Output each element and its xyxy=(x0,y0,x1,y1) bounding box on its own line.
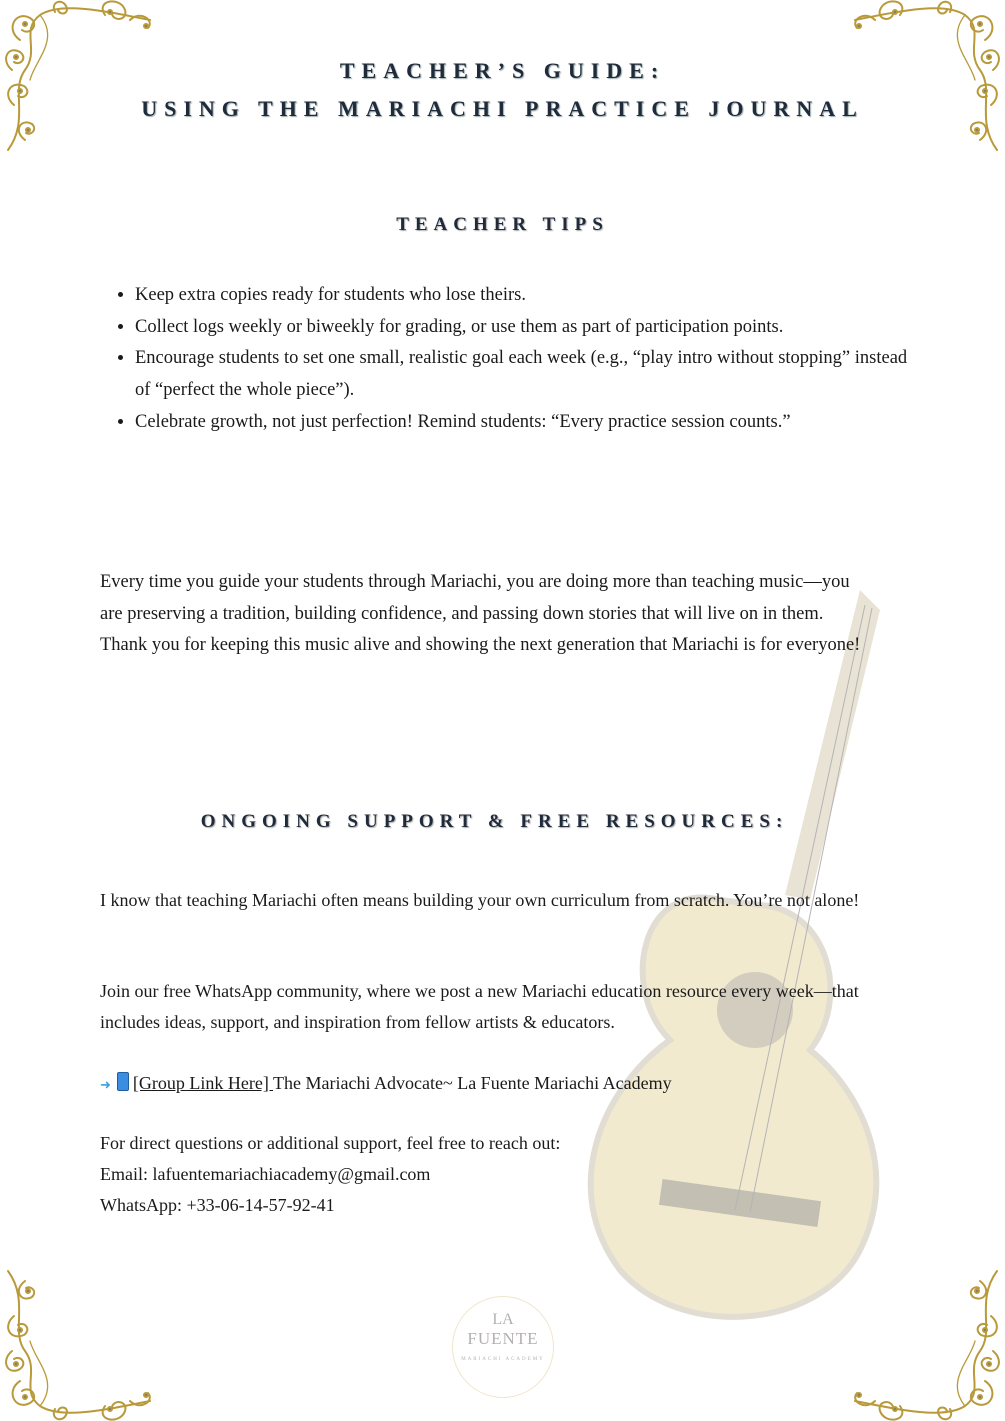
group-link[interactable]: [Group Link Here] xyxy=(132,1073,274,1093)
email-line: Email: lafuentemariachiacademy@gmail.com xyxy=(100,1164,431,1184)
teacher-tips-heading: TEACHER TIPS xyxy=(396,214,609,235)
support-heading: ONGOING SUPPORT & FREE RESOURCES: xyxy=(200,811,789,832)
contact-intro: For direct questions or additional support, feel free to reach out: xyxy=(100,1133,561,1153)
logo-line2: FUENTE xyxy=(467,1329,539,1348)
closing-paragraph: Every time you guide your students through Mariachi, you are doing more than teaching music—you are preserving a tradition, building confidence, and passing down stories that will live on in them. Thank you for keeping this music alive and showing the next generation that Mariachi is for everyone! xyxy=(100,572,861,656)
support-intro: I know that teaching Mariachi often means building your own curriculum from scratch. You’re not alone! xyxy=(100,890,860,910)
list-item: • Encourage students to set one small, realistic goal each week (e.g., “play intro without stopping” instead of “perfect the whole piece”). xyxy=(135,343,915,406)
flourish-bottom-left xyxy=(0,1261,160,1421)
la-fuente-logo xyxy=(452,1296,554,1398)
list-item: • Keep extra copies ready for students who lose theirs. xyxy=(135,280,915,312)
list-item: • Collect logs weekly or biweekly for grading, or use them as part of participation points. xyxy=(135,312,915,344)
arrow-icon: ➜ xyxy=(100,1077,111,1092)
page-title-line2: USING THE MARIACHI PRACTICE JOURNAL xyxy=(141,96,864,121)
logo-line1: LA xyxy=(492,1311,514,1328)
list-item: • Celebrate growth, not just perfection! Remind students: “Every practice session counts.” xyxy=(135,407,915,439)
mobile-phone-icon xyxy=(117,1072,129,1091)
whatsapp-line: WhatsApp: +33-06-14-57-92-41 xyxy=(100,1195,335,1215)
logo-line3: MARIACHI ACADEMY xyxy=(461,1357,545,1362)
community-text: Join our free WhatsApp community, where we post a new Mariachi education resource every week—that includes ideas, support, and inspiration from fellow artists & educators. xyxy=(100,981,859,1032)
tips-list xyxy=(115,280,915,439)
group-name: The Mariachi Advocate~ La Fuente Mariachi Academy xyxy=(273,1073,672,1093)
page-title-line1: TEACHER’S GUIDE: xyxy=(339,58,666,83)
group-link-line xyxy=(100,1068,910,1100)
